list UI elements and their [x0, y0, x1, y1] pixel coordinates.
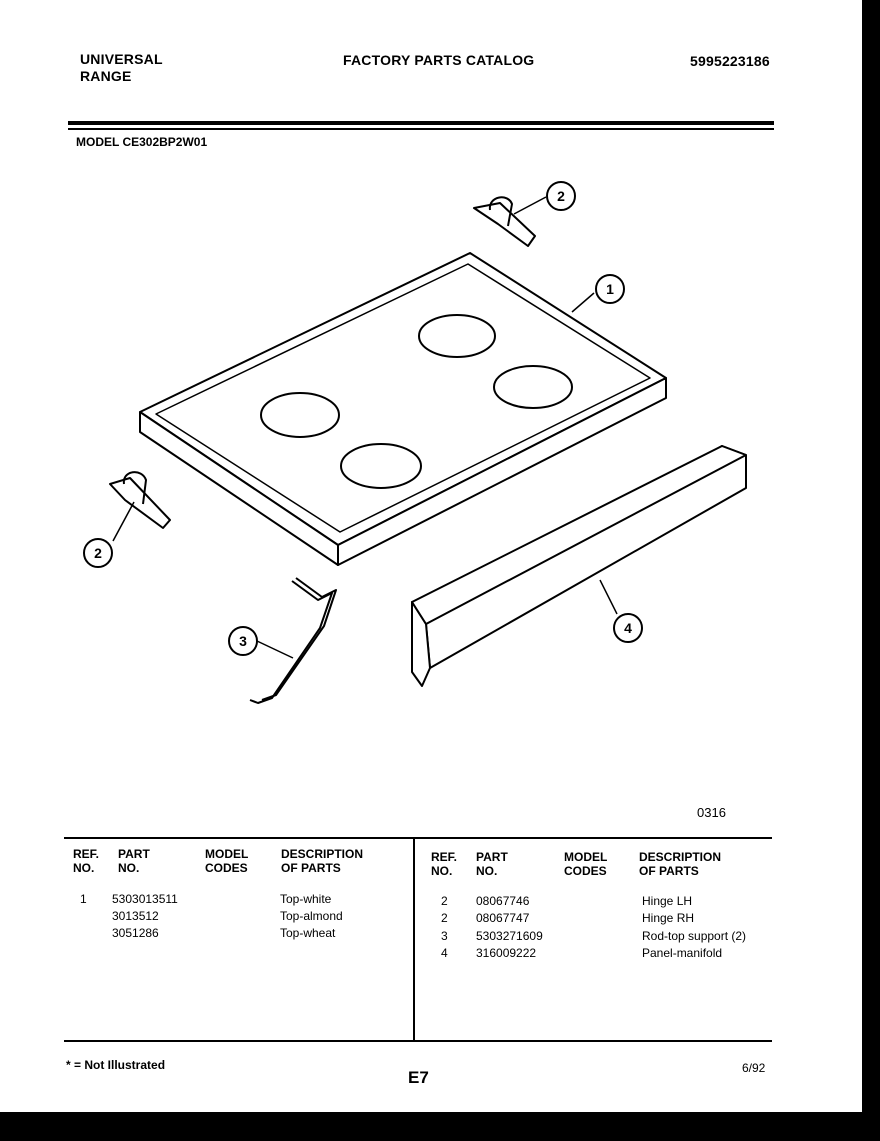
- header-part-no: [118, 847, 150, 875]
- catalog-date: 6/92: [742, 1061, 766, 1075]
- table-cell-desc: Hinge LH: [642, 894, 693, 908]
- not-illustrated-note: * = Not Illustrated: [66, 1058, 166, 1072]
- figure-code: 0316: [697, 805, 726, 820]
- table-bottom-rule: [64, 1040, 772, 1042]
- header-part-no-right: [476, 850, 508, 878]
- model-label: MODEL CE302BP2W01: [76, 135, 208, 149]
- callout-label: 2: [557, 188, 565, 204]
- table-cell-desc: Top-white: [280, 892, 332, 906]
- callout-label: 3: [239, 633, 247, 649]
- callout-3: [229, 627, 257, 655]
- callout-1: [596, 275, 624, 303]
- support-rod-part: [250, 578, 336, 703]
- header-text: CODES: [564, 864, 607, 878]
- header-description-right: [639, 850, 721, 878]
- table-cell-desc: Rod-top support (2): [642, 929, 747, 943]
- table-cell-desc: Top-wheat: [280, 926, 336, 940]
- header-text: OF PARTS: [281, 861, 341, 875]
- table-cell-desc: Panel-manifold: [642, 946, 723, 960]
- callout-label: 2: [94, 545, 102, 561]
- table-cell-ref: 2: [441, 894, 448, 908]
- table-cell-part: 316009222: [476, 946, 537, 960]
- table-cell-ref: 1: [80, 892, 87, 906]
- table-cell-part: 5303013511: [112, 892, 178, 906]
- header-text: DESCRIPTION: [281, 847, 364, 861]
- catalog-number: 5995223186: [690, 53, 770, 69]
- page-number: E7: [408, 1068, 429, 1087]
- header-text: NO.: [73, 861, 95, 875]
- header-text: NO.: [118, 861, 140, 875]
- header-text: MODEL: [564, 850, 608, 864]
- table-top-rule: [64, 837, 772, 839]
- header-text: NO.: [431, 864, 453, 878]
- table-cell-part: 5303271609: [476, 929, 543, 943]
- callout-4: [614, 614, 642, 642]
- header-text: PART: [476, 850, 508, 864]
- table-cell-part: 3051286: [112, 926, 159, 940]
- table-cell-ref: 4: [441, 946, 448, 960]
- table-cell-part: 08067747: [476, 911, 530, 925]
- header-text: NO.: [476, 864, 498, 878]
- leader-line: [600, 580, 617, 614]
- header-text: CODES: [205, 861, 248, 875]
- callout-2-left: [84, 539, 112, 567]
- header-text: REF.: [431, 850, 458, 864]
- brand-line-1: UNIVERSAL: [80, 51, 163, 67]
- header-model-codes: [205, 847, 248, 875]
- leader-line: [514, 197, 546, 214]
- leader-line: [572, 293, 594, 312]
- header-description: [281, 847, 363, 875]
- header-ref-no: [73, 847, 99, 875]
- table-divider: [413, 837, 415, 1042]
- header-text: PART: [118, 847, 150, 861]
- leader-line: [257, 641, 293, 658]
- scan-border-bottom: [0, 1112, 880, 1141]
- header-ref-no-right: [431, 850, 457, 878]
- table-cell-desc: Hinge RH: [642, 911, 695, 925]
- header-model-codes-right: [564, 850, 607, 878]
- brand-line-2: RANGE: [80, 68, 132, 84]
- hinge-lh-part: [110, 472, 170, 528]
- header-text: DESCRIPTION: [639, 850, 722, 864]
- table-cell-part: 08067746: [476, 894, 530, 908]
- header-text: REF.: [73, 847, 100, 861]
- table-cell-part: 3013512: [112, 909, 159, 923]
- callout-label: 4: [624, 620, 632, 636]
- table-cell-ref: 3: [441, 929, 448, 943]
- callout-2-top: [547, 182, 575, 210]
- header-text: OF PARTS: [639, 864, 699, 878]
- catalog-title: FACTORY PARTS CATALOG: [343, 52, 535, 68]
- leader-line: [113, 502, 134, 541]
- table-cell-desc: Top-almond: [280, 909, 343, 923]
- hinge-rh-part: [474, 197, 535, 246]
- table-cell-ref: 2: [441, 911, 448, 925]
- header-text: MODEL: [205, 847, 249, 861]
- callout-label: 1: [606, 281, 614, 297]
